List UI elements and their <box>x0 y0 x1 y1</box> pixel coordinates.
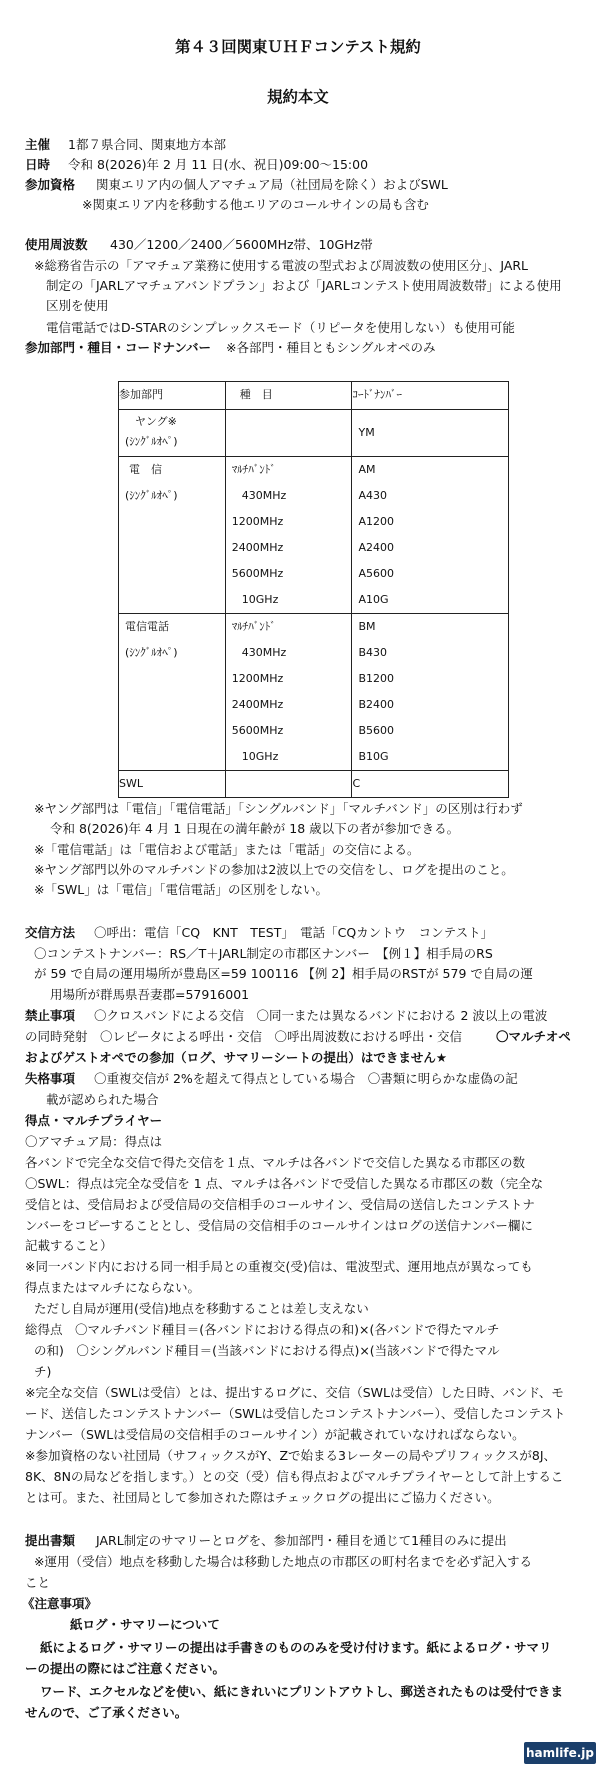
date-label: 日時 <box>25 157 51 172</box>
submission-line: こと <box>25 1575 51 1590</box>
site-watermark: hamlife.jp <box>524 1742 596 1764</box>
frequency-note-line: 区別を使用 <box>46 298 109 313</box>
dq-line: 〇重複交信が 2%を超えて得点としている場合 〇書類に明らかな虚偽の記 <box>94 1071 518 1086</box>
scoring-line: ※完全な交信（SWLは受信）とは、提出するログに、交信（SWLは受信）した日時、バンド、モ <box>25 1385 564 1400</box>
scoring-line: チ) <box>34 1364 52 1379</box>
scoring-line: とは可。また、社団局として参加された際はチェックログの提出にご協力ください。 <box>25 1490 500 1505</box>
table-note-line: ※ヤング部門以外のマルチバンドの参加は2波以上での交信をし、ログを提出のこと。 <box>34 862 514 877</box>
scoring-line: 受信とは、受信局および受信局の交信相手のコールサイン、受信局の送信したコンテストナ <box>25 1197 535 1212</box>
table-row <box>119 614 509 771</box>
cw-code-cell: AM A430 A1200 A2400 A5600 A10G <box>352 457 509 614</box>
prohibited-label: 禁止事項 <box>25 1008 76 1023</box>
phone-dept-cell: 電信電話 (ｼﾝｸﾞﾙｵﾍﾟ) <box>119 614 226 771</box>
table-note-line: ※「電信電話」は「電信および電話」または「電話」の交信による。 <box>34 842 420 857</box>
swl-code-cell: C <box>352 771 509 798</box>
prohibited-emphasis: およびゲストオペでの参加（ログ、サマリーシートの提出）はできません★ <box>25 1050 448 1065</box>
swl-band-cell <box>225 771 352 798</box>
organizer-label: 主催 <box>25 137 51 152</box>
document-title: 第４３回関東ＵＨＦコンテスト規約 <box>175 38 421 56</box>
scoring-label: 得点・マルチプライヤー <box>25 1113 163 1128</box>
scoring-line: 得点またはマルチにならない。 <box>25 1280 201 1295</box>
categories-note: ※各部門・種目ともシングルオペのみ <box>226 340 436 355</box>
scoring-line: ただし自局が運用(受信)地点を移動することは差し支えない <box>34 1301 369 1316</box>
exchange-line: 〇コンテストナンバー：RS／T＋JARL制定の市郡区ナンバー 【例１】相手局のRS <box>34 946 493 961</box>
scoring-line: の和) 〇シングルバンド種目＝(当該バンドにおける得点)×(当該バンドで得たマル <box>34 1343 500 1358</box>
eligibility-note: ※関東エリア内を移動する他エリアのコールサインの局も含む <box>82 197 429 212</box>
scoring-line: 各バンドで完全な交信で得た交信を１点、マルチは各バンドで交信した異なる市郡区の数 <box>25 1155 526 1170</box>
notes-subheading: 紙ログ・サマリーについて <box>70 1617 220 1632</box>
eligibility-label: 参加資格 <box>25 177 76 192</box>
table-note-line: 令和 8(2026)年 4 月 1 日現在の満年齢が 18 歳以下の者が参加できる。 <box>50 821 460 836</box>
categories-label: 参加部門・種目・コードナンバー <box>25 340 212 355</box>
submission-label: 提出書類 <box>25 1533 76 1548</box>
exchange-line: 〇呼出：電信「CQ KNT TEST」 電話「CQカントウ コンテスト」 <box>94 925 494 940</box>
scoring-line: 〇アマチュア局：得点は <box>25 1134 163 1149</box>
notes-line: ワード、エクセルなどを使い、紙にきれいにプリントアウトし、郵送されたものは受付できま <box>40 1684 564 1699</box>
cw-band-cell: ﾏﾙﾁﾊﾞﾝﾄﾞ 430MHz 1200MHz 2400MHz 5600MHz 10GHz <box>225 457 352 614</box>
cw-dept-cell: 電 信 (ｼﾝｸﾞﾙｵﾍﾟ) <box>119 457 226 614</box>
table-header: 参加部門 <box>119 382 226 410</box>
swl-dept-cell: SWL <box>119 771 226 798</box>
organizer-value: 1都７県合同、関東地方本部 <box>68 137 226 152</box>
table-header-row <box>119 382 509 410</box>
young-band-cell <box>225 410 352 457</box>
notes-heading: 《注意事項》 <box>22 1596 98 1611</box>
scoring-line: ナンバー（SWLは受信局の交信相手のコールサイン）が記載されていなければならない。 <box>25 1427 525 1442</box>
scoring-line: ンバーをコピーすることとし、受信局の交信相手のコールサインはログの送信ナンバー欄に <box>25 1218 533 1233</box>
dq-label: 失格事項 <box>25 1071 76 1086</box>
category-table <box>118 381 509 798</box>
prohibited-line: 〇クロスバンドによる交信 〇同一または異なるバンドにおける 2 波以上の電波 <box>94 1008 548 1023</box>
table-row <box>119 410 509 457</box>
exchange-line: が 59 で自局の運用場所が豊島区=59 100116 【例 2】相手局のRSTが 579 で自局の運 <box>34 966 533 981</box>
phone-band-cell: ﾏﾙﾁﾊﾞﾝﾄﾞ 430MHz 1200MHz 2400MHz 5600MHz 10GHz <box>225 614 352 771</box>
eligibility-value: 関東エリア内の個人アマチュア局（社団局を除く）およびSWL <box>96 177 448 192</box>
notes-line: せんので、ご了承ください。 <box>25 1705 188 1720</box>
frequency-note-line: ※総務省告示の「アマチュア業務に使用する電波の型式および周波数の使用区分」、JARL <box>34 258 529 273</box>
document-subtitle: 規約本文 <box>267 88 329 106</box>
dq-line: 載が認められた場合 <box>46 1092 159 1107</box>
frequency-note-line: 制定の「JARLアマチュアバンドプラン」および「JARLコンテスト使用周波数帯」による使用 <box>46 278 562 293</box>
table-note-line: ※ヤング部門は「電信」「電信電話」「シングルバンド」「マルチバンド」の区別は行わず <box>34 801 523 816</box>
frequency-note-line: 電信電話ではD-STARのシンプレックスモード（リピータを使用しない）も使用可能 <box>46 320 515 335</box>
exchange-line: 用場所が群馬県吾妻郡=57916001 <box>50 987 250 1002</box>
scoring-line: 総得点 〇マルチバンド種目＝(各バンドにおける得点の和)×(各バンドで得たマルチ <box>25 1322 500 1337</box>
scoring-line: 〇SWL：得点は完全な受信を 1 点、マルチは各バンドで受信した異なる市郡区の数（完全な <box>25 1176 544 1191</box>
notes-line: 紙によるログ・サマリーの提出は手書きのもののみを受け付けます。紙によるログ・サマリ <box>40 1640 552 1655</box>
prohibited-emphasis: 〇マルチオペ <box>496 1029 571 1044</box>
scoring-line: ※同一バンド内における同一相手局との重複交(受)信は、電波型式、運用地点が異なっても <box>25 1259 533 1274</box>
table-row <box>119 457 509 614</box>
table-header: ｺｰﾄﾞﾅﾝﾊﾞｰ <box>352 382 509 410</box>
frequency-value: 430／1200／2400／5600MHz帯、10GHz帯 <box>110 237 373 252</box>
table-note-line: ※「SWL」は「電信」「電信電話」の区別をしない。 <box>34 882 328 897</box>
prohibited-line: の同時発射 〇レピータによる呼出・交信 〇呼出周波数における呼出・交信 <box>25 1029 463 1044</box>
exchange-label: 交信方法 <box>25 925 76 940</box>
table-row <box>119 771 509 798</box>
table-header: 種 目 <box>225 382 352 410</box>
phone-code-cell: BM B430 B1200 B2400 B5600 B10G <box>352 614 509 771</box>
submission-line: JARL制定のサマリーとログを、参加部門・種目を通じて1種目のみに提出 <box>96 1533 507 1548</box>
submission-line: ※運用（受信）地点を移動した場合は移動した地点の市郡区の町村名までを必ず記入する <box>34 1554 532 1569</box>
date-value: 令和 8(2026)年 2 月 11 日(水、祝日)09:00～15:00 <box>68 157 369 172</box>
frequency-label: 使用周波数 <box>25 237 88 252</box>
scoring-line: ード、送信したコンテストナンバー（SWLは受信したコンテストナンバー）、受信したコンテスト <box>25 1406 566 1421</box>
young-code-cell: YM <box>352 410 509 457</box>
young-dept-cell: ヤング※ (ｼﾝｸﾞﾙｵﾍﾟ) <box>119 410 226 457</box>
scoring-line: 記載すること） <box>25 1238 113 1253</box>
scoring-line: 8K、8Nの局などを指します。）との交（受）信も得点およびマルチプライヤーとして計上するこ <box>25 1469 564 1484</box>
scoring-line: ※参加資格のない社団局（サフィックスがY、Zで始まる3レーターの局やプリフィックスが8J、 <box>25 1448 557 1463</box>
notes-line: ーの提出の際にはご注意ください。 <box>25 1661 226 1676</box>
